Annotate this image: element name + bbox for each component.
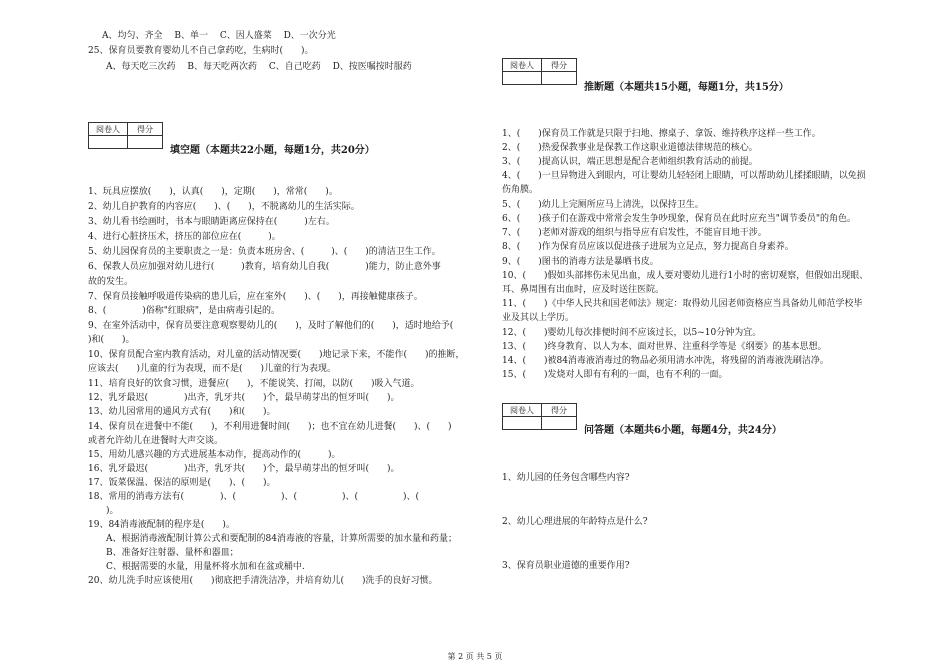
score-box-qa [502,403,577,430]
judge-item: 11、( )《中华人民共和国老师法》规定：取得幼儿园老师资格应当具备幼儿师范学校毕 [502,299,863,309]
judge-item: 4、( )一旦异物进入到眼内，可让婴幼儿轻轻闭上眼睛，可以帮助幼儿揉揉眼睛，以免损 [502,171,866,181]
fill-item: 15、用幼儿感兴趣的方式进展基本动作，提高动作的( )。 [88,450,341,460]
judge-item: 业及其以上学历。 [502,313,575,323]
fill-item: C、根据需要的水量，用量杯将水加和在盆或桶中. [88,562,305,572]
fill-item: 1、玩具应摆放( )，认真( )，定期( )，常常( )。 [88,187,338,197]
fill-item: 4、进行心脏挤压术，挤压的部位应在( )。 [88,232,281,242]
judge-item: 7、( )老师对游戏的组织与指导应有启发性，不能盲目地干涉。 [502,228,767,238]
section-title-fill: 填空题（本题共22小题，每题1分，共20分） [170,145,375,156]
judge-item: 8、( )作为保育员应该以促进孩子进展为立足点，努力提高自身素养。 [502,242,794,252]
fill-item: A、根据消毒液配制计算公式和要配制的84消毒液的容量，计算所需要的加水量和药量； [88,534,457,544]
fill-item: 18、常用的消毒方法有( )、( )、( )、( )、( [88,492,456,502]
page-number-footer: 第 2 页 共 5 页 [447,652,503,661]
fill-item: )和( )。 [88,335,135,345]
judge-item: 1、( )保育员工作就是只限于扫地、擦桌子、拿饭、维持秩序这样一些工作。 [502,129,821,139]
score-box-judge [502,58,577,85]
qa-item: 3、保育员职业道德的重要作用? [502,561,630,571]
fill-item: 14、保育员在进餐中不能( )，不利用进餐时间( )；也不宜在幼儿进餐( )、( ) [88,422,452,432]
score-label: 得分 [542,59,577,72]
judge-item: 伤角膜。 [502,185,539,195]
score-cell [542,417,577,430]
fill-item: 或者允许幼儿在进餐时大声交谈。 [88,436,224,446]
reviewer-cell [503,417,542,430]
score-cell [542,72,577,85]
fill-item: 10、保育员配合室内教育活动，对儿童的活动情况要( )地记录下来，不能作( )的推断， [88,350,465,360]
fill-item: B、准备好注射器、量杯和器皿； [88,548,239,558]
reviewer-label: 阅卷人 [503,404,542,417]
section-title-judge: 推断题（本题共15小题，每题1分，共15分） [584,82,789,93]
fill-item: 7、保育员接触呼吸道传染病的患儿后，应在室外( )、( )，再接触健康孩子。 [88,292,423,302]
fill-item: 20、幼儿洗手时应该使用( )彻底把手清洗洁净，并培育幼儿( )洗手的良好习惯。 [88,576,438,586]
fill-item: 8、( )俗称"红眼病"，是由病毒引起的。 [88,306,281,316]
judge-item: 6、( )孩子们在游戏中常常会发生争吵现象，保育员在此时应充当"调节委员"的角色。 [502,214,857,224]
fill-item: )。 [88,506,119,516]
fill-item: 5、幼儿园保育员的主要职责之一是：负责本班房舍、( )、( )的清洁卫生工作。 [88,247,441,257]
judge-item: 5、( )幼儿上完厕所应马上清洗，以保持卫生。 [502,200,704,210]
qa-item: 2、幼儿心理进展的年龄特点是什么? [502,517,648,527]
section-title-qa: 问答题（本题共6小题，每题4分，共24分） [584,425,782,436]
score-label: 得分 [128,123,163,136]
fill-item: 11、培育良好的饮食习惯，进餐应( )，不能说笑、打闹，以防( )吸入气道。 [88,379,420,389]
reviewer-cell [89,136,128,149]
fill-item: 12、乳牙最迟( )出齐，乳牙共( )个，最早萌芽出的恒牙叫( )。 [88,393,400,403]
judge-item: 12、( )婴幼儿每次排便时间不应该过长，以5~10分钟为宜。 [502,328,762,338]
fill-item: 6、保教人员应加强对幼儿进行( )教育，培育幼儿自我( )能力，防止意外事 [88,262,441,272]
score-label: 得分 [542,404,577,417]
judge-item: 13、( )终身教育、以人为本、面对世界、注重科学等是《纲要》的基本思想。 [502,342,827,352]
fill-item: 16、乳牙最迟( )出齐，乳牙共( )个，最早萌芽出的恒牙叫( )。 [88,464,400,474]
fill-item: 3、幼儿看书绘画时，书本与眼睛距离应保持在( )左右。 [88,217,335,227]
score-cell [128,136,163,149]
fill-item: 9、在室外活动中，保育员要注意观察婴幼儿的( )，及时了解他们的( )，适时地给予( [88,321,454,331]
fill-item: 13、幼儿园常用的通风方式有( )和( )。 [88,407,276,417]
reviewer-cell [503,72,542,85]
question-25-options: A、每天吃三次药 B、每天吃两次药 C、自己吃药 D、按医嘱按时服药 [88,62,412,72]
judge-item: 15、( )发烧对人即有有利的一面，也有不利的一面。 [502,370,728,380]
score-box-fill [88,122,163,149]
fill-item: 2、幼儿自护教育的内容应( )、( )，不脱离幼儿的生活实际。 [88,202,360,212]
question-24-options: A、均匀、齐全 B、单一 C、因人盛菜 D、一次分光 [102,31,336,41]
fill-item: 应该去( )儿童的行为表现，而不是( )儿童的行为表现。 [88,364,337,374]
question-25: 25、保育员要教育婴幼儿不自己拿药吃，生病时( )。 [88,46,314,56]
fill-item: 17、饭菜保温、保洁的原则是( )、( )。 [88,478,276,488]
fill-item: 故的发生。 [88,277,134,287]
judge-item: 9、( )图书的消毒方法是暴晒书皮。 [502,257,659,267]
fill-item: 19、84消毒液配制的程序是( )。 [88,520,235,530]
judge-item: 10、( )假如头部摔伤未见出血，成人要对婴幼儿进行1小时的密切观察，但假如出现眼、 [502,271,869,281]
judge-item: 2、( )热爱保教事业是保教工作这职业道德法律规范的核心。 [502,143,758,153]
reviewer-label: 阅卷人 [89,123,128,136]
judge-item: 3、( )提高认识，端正思想是配合老师组织教育活动的前提。 [502,157,758,167]
judge-item: 耳、鼻周围有出血时，应及时送往医院。 [502,285,665,295]
qa-item: 1、幼儿园的任务包含哪些内容? [502,473,630,483]
judge-item: 14、( )被84消毒液消毒过的物品必须用清水冲洗，将残留的消毒液洗刷洁净。 [502,356,829,366]
reviewer-label: 阅卷人 [503,59,542,72]
